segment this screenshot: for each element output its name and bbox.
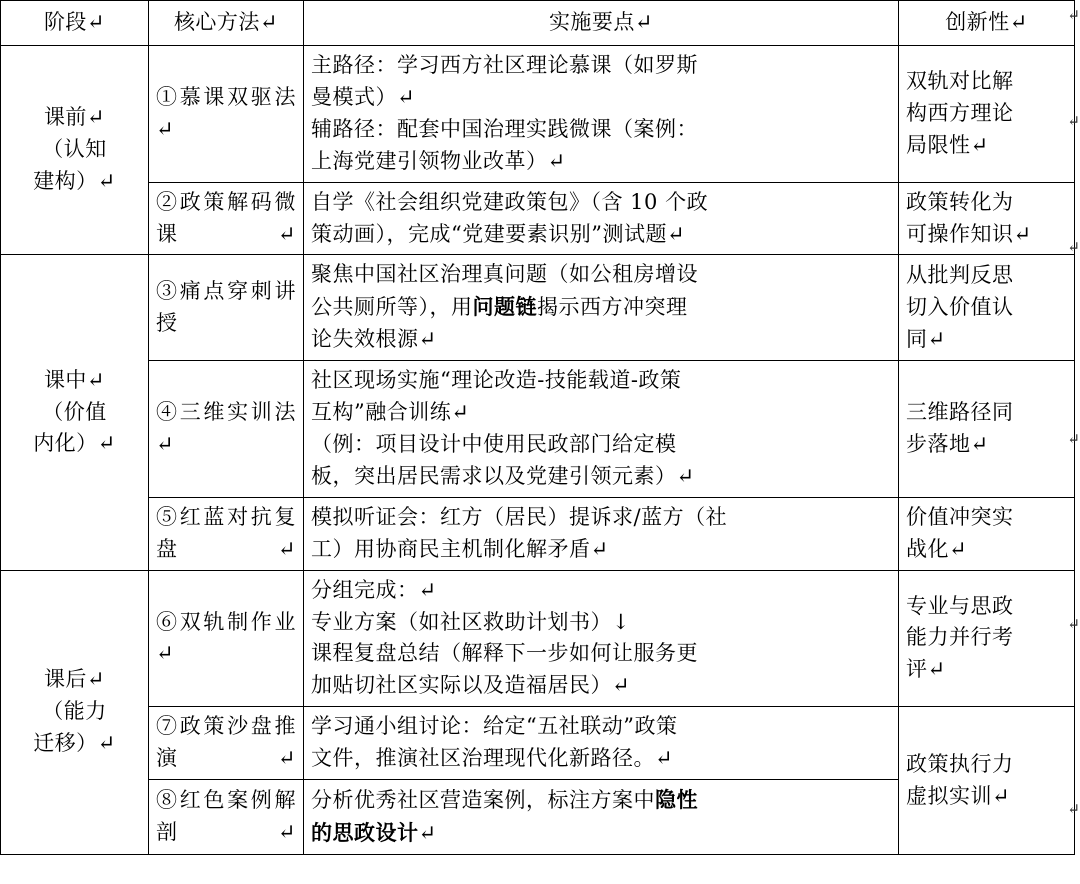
innovation-line: 政策执行力 (906, 751, 1014, 776)
innovation-cell (899, 182, 1075, 255)
stage-line: 课中↵ (43, 367, 106, 392)
innovation-line: 战化↵ (906, 536, 968, 561)
innovation-line: 构西方理论 (906, 100, 1014, 125)
points-line: 模拟听证会：红方（居民）提诉求/蓝方（社 (311, 504, 728, 529)
points-line: 论失效根源↵ (311, 327, 437, 352)
points-line: 聚焦中国社区治理真问题（如公租房增设 (311, 262, 698, 287)
innovation-line: 政策转化为 (906, 189, 1014, 214)
points-line: 辅路径：配套中国治理实践微课（案例： (311, 116, 698, 141)
points-line: 策动画），完成“党建要素识别”测试题↵ (311, 221, 686, 246)
stage-cell-before-class (1, 46, 149, 255)
points-cell (304, 361, 899, 498)
points-cell (304, 707, 899, 780)
points-line: 主路径：学习西方社区理论慕课（如罗斯 (311, 53, 698, 77)
method-cell: ⑤红蓝对抗复盘↵ (149, 497, 304, 570)
method-cell: ②政策解码微课↵ (149, 182, 304, 255)
innovation-line: 虚拟实训↵ (906, 783, 1011, 808)
innovation-line: 三维路径同 (906, 400, 1014, 425)
points-cell (304, 570, 899, 707)
stage-line: 课前↵ (43, 105, 106, 130)
points-line: 专业方案（如社区救助计划书）↓ (311, 609, 631, 634)
innovation-line: 从批判反思 (906, 262, 1014, 287)
table-row (1, 497, 1075, 570)
margin-mark: ↵ (1067, 6, 1080, 24)
stage-line: （认知 (42, 137, 107, 162)
points-line: 课程复盘总结（解释下一步如何让服务更 (311, 641, 698, 666)
innovation-line: 价值冲突实 (906, 504, 1014, 529)
points-line: 曼模式）↵ (311, 84, 416, 109)
table-row (1, 46, 1075, 183)
method-cell: ③痛点穿刺讲授 (149, 255, 304, 361)
points-cell (304, 255, 899, 361)
points-line: 分组完成：↵ (311, 577, 437, 602)
table-row (1, 570, 1075, 707)
points-line: 分析优秀社区营造案例，标注方案中隐性 (311, 787, 698, 813)
innovation-line: 评↵ (906, 657, 946, 682)
points-cell (304, 46, 899, 183)
method-cell: ④三维实训法↵ (149, 361, 304, 498)
margin-mark: ↵ (1067, 800, 1080, 818)
stage-line: 建构）↵ (33, 169, 116, 194)
points-line: 社区现场实施“理论改造-技能载道-政策 (311, 368, 682, 393)
margin-mark: ↵ (1067, 238, 1080, 256)
innovation-line: 局限性↵ (906, 132, 989, 157)
header-innovation: 创新性↵ (899, 1, 1075, 46)
points-line: 工）用协商民主机制化解矛盾↵ (311, 536, 609, 561)
table-row (1, 182, 1075, 255)
header-method: 核心方法↵ (149, 1, 304, 46)
points-line: 公共厕所等），用问题链揭示西方冲突理 (311, 294, 688, 320)
points-line: 自学《社会组织党建政策包》（含 10 个政 (311, 189, 709, 214)
stage-line: 迁移）↵ (33, 731, 116, 756)
innovation-cell (899, 46, 1075, 183)
margin-mark: ↵ (1067, 112, 1080, 130)
innovation-line: 同↵ (906, 326, 946, 351)
innovation-line: 可操作知识↵ (906, 221, 1032, 246)
points-cell (304, 497, 899, 570)
stage-cell-after-class (1, 570, 149, 854)
innovation-line: 切入价值认 (906, 294, 1014, 319)
method-cell: ①慕课双驱法↵ (149, 46, 304, 183)
innovation-line: 步落地↵ (906, 431, 989, 456)
table-row (1, 255, 1075, 361)
points-line: 学习通小组讨论：给定“五社联动”政策 (311, 714, 678, 739)
margin-mark: ↵ (1067, 430, 1080, 448)
points-line: （例：项目设计中使用民政部门给定模 (311, 431, 677, 456)
stage-line: （价值 (42, 399, 107, 424)
method-cell: ⑧红色案例解剖↵ (149, 780, 304, 855)
innovation-cell (899, 255, 1075, 361)
table-row (1, 361, 1075, 498)
points-line: 互构”融合训练↵ (311, 400, 470, 425)
table-body (1, 46, 1075, 855)
innovation-cell (899, 707, 1075, 855)
points-line: 上海党建引领物业改革）↵ (311, 148, 566, 173)
method-cell: ⑥双轨制作业↵ (149, 570, 304, 707)
table-header (1, 1, 1075, 46)
points-line: 加贴切社区实际以及造福居民）↵ (311, 673, 631, 698)
stage-line: 内化）↵ (33, 431, 116, 456)
header-stage: 阶段↵ (1, 1, 149, 46)
emphasis-text: 问题链 (472, 294, 537, 320)
innovation-line: 专业与思政 (906, 593, 1014, 618)
points-cell (304, 182, 899, 255)
method-cell: ⑦政策沙盘推演↵ (149, 707, 304, 780)
stage-cell-in-class (1, 255, 149, 570)
stage-line: （能力 (42, 699, 107, 724)
points-line: 文件，推演社区治理现代化新路径。↵ (311, 746, 674, 771)
innovation-cell (899, 361, 1075, 498)
table-row (1, 707, 1075, 780)
margin-paragraph-marks (1067, 0, 1080, 884)
points-cell (304, 780, 899, 855)
innovation-line: 双轨对比解 (906, 68, 1014, 93)
points-line: 板，突出居民需求以及党建引领元素）↵ (311, 463, 695, 488)
innovation-cell (899, 570, 1075, 707)
stage-line: 课后↵ (43, 667, 106, 692)
points-line: 的思政设计↵ (311, 819, 437, 845)
margin-mark: ↵ (1067, 615, 1080, 633)
emphasis-text: 隐性 (655, 787, 698, 813)
innovation-cell (899, 497, 1075, 570)
table-header-row (1, 1, 1075, 46)
emphasis-text: 的思政设计 (311, 819, 419, 845)
innovation-line: 能力并行考 (906, 625, 1014, 650)
header-points: 实施要点↵ (304, 1, 899, 46)
